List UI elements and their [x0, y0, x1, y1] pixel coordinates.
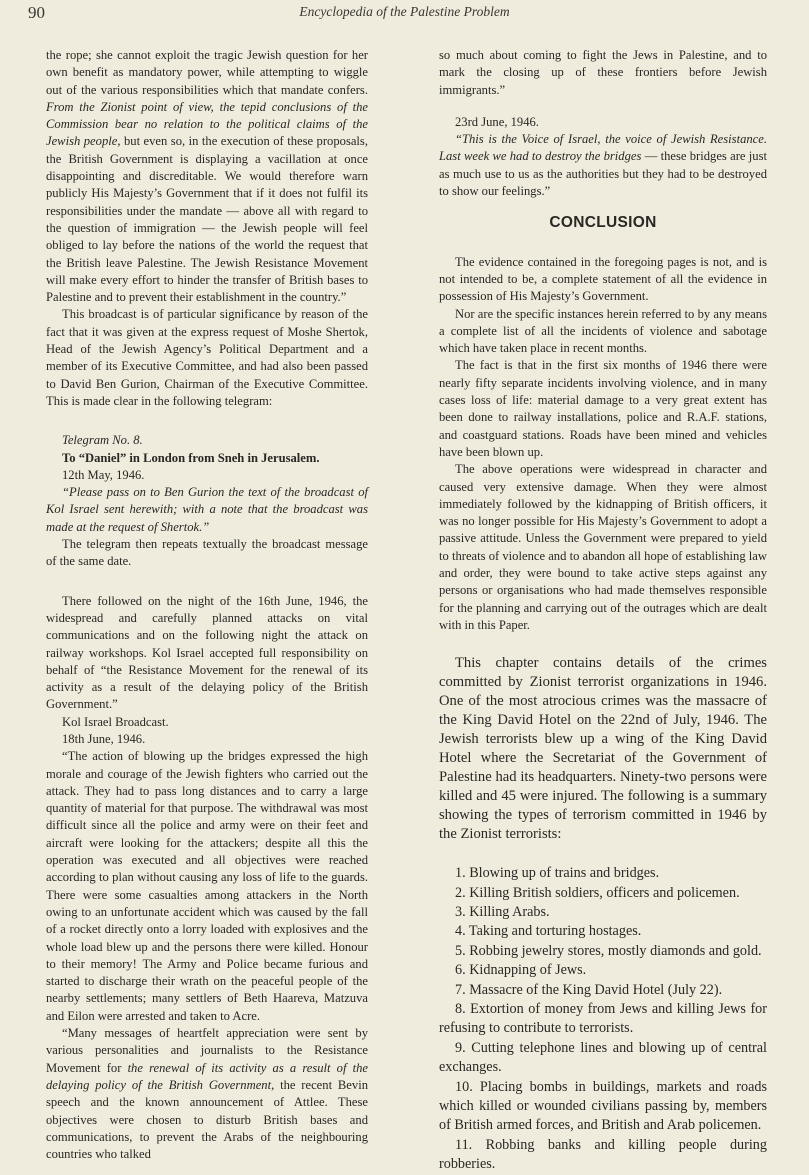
- page-number: 90: [28, 3, 45, 22]
- paragraph: The above operations were widespread in character and caused very extensive damage. When they were almost immediately followed by the kidnapping of British officers, it was no longer possible for His Majesty’s Government to adopt a passive attitude. Unless the Government were prepared to yield to threats of violence and to abandon all hope of establishing law and order, they were bound to take active steps against any persons or organisations who had made themselves responsible for the planning and carrying out of the outrages which are dealt with in this Paper.: [439, 462, 767, 632]
- paragraph: The telegram then repeats textually the broadcast message of the same date.: [46, 537, 368, 569]
- paragraph: the rope; she cannot exploit the tragic Jewish question for her own benefit as mandatory power, while attempting to wiggle out of the various responsibilities which that mandate confers. From the Zionist point of view, the tepid conclusions of the Commission bear no relation to the political claims of the Jewish people, but even so, in the execution of these proposals, the British Government is displaying a vacillation at once disappointing and discreditable. We would therefore warn publicly His Majesty’s Government that if it does not fulfil its responsibilities under the mandate — above all with regard to the question of immigration — the Jewish people will feel obliged to lay before the nations of the world the request that the British leave Palestine. The Jewish Resistance Movement will make every effort to hinder the transfer of British bases to Palestine and to prevent their establishment in the country.”: [46, 48, 368, 305]
- summary-block: [439, 654, 767, 844]
- quote-date: 23rd June, 1946.: [455, 114, 539, 129]
- broadcast-date: 18th June, 1946.: [62, 731, 146, 746]
- summary-paragraph: This chapter contains details of the crimes committed by Zionist terrorist organizations in 1946. One of the most atrocious crimes was the massacre of the King David Hotel on the 22nd of July, 1946. The Jewish terrorists blew up a wing of the King David Hotel where the Secretariat of the Government of Palestine had its headquarters. Ninety-two persons were killed and 45 were injured. The following is a summary showing the types of terrorism committed in 1946 by the Zionist terrorists:: [439, 655, 767, 843]
- terrorism-list: [439, 864, 767, 1175]
- quote-paragraph: “This is the Voice of Israel, the voice of Jewish Resistance. Last week we had to destroy the bridges — these bridges are just as much use to us as the authorities but they had to be destroyed to show our feelings.”: [439, 132, 767, 199]
- paragraph: The evidence contained in the foregoing pages is not, and is not intended to be, a complete statement of all the evidence in possession of His Majesty’s Government.: [439, 254, 767, 304]
- list-item: 11. Robbing banks and killing people during robberies.: [439, 1136, 767, 1173]
- list-item: 9. Cutting telephone lines and blowing up of central exchanges.: [439, 1039, 767, 1076]
- list-item: 6. Kidnapping of Jews.: [455, 962, 587, 979]
- list-item: 5. Robbing jewelry stores, mostly diamonds and gold.: [455, 942, 762, 959]
- list-item: 7. Massacre of the King David Hotel (July 22).: [455, 981, 723, 998]
- telegram-date: 12th May, 1946.: [62, 467, 145, 482]
- paragraph: There followed on the night of the 16th June, 1946, the widespread and carefully planned attacks on vital communications and on the following night the attack on railway workshops. Kol Israel accepted full responsibility on behalf of “the Resistance Movement for the renewal of its activity as a result of the delaying policy of the British Government.”: [46, 593, 368, 712]
- paragraph: “The action of blowing up the bridges expressed the high morale and courage of the Jewish fighters who carried out the attack. They had to pass long distances and to carry a large quantity of material for that purpose. The withdrawal was most difficult since all the police and army were on their feet and aircraft were looking for the attackers; despite all this the operation was executed and all objectives were reached according to plan without causing any loss of life to the guards. There were some casualties among attackers in the North owing to an unfortunate accident which was caused by the fall of a rocket directly onto a lorry loaded with explosives and the whole load blew up and the persons there were killed. Honour to their memory! The Army and Police became furious and started to discharge their wrath on the peaceful people of the nearby settlements; many settlers of Beth Haareva, Matzuva and Eilon were arrested and taken to Acre.: [46, 749, 368, 1023]
- broadcast-label: Kol Israel Broadcast.: [62, 714, 169, 729]
- telegram-label: Telegram No. 8.: [62, 433, 143, 448]
- list-item: 4. Taking and torturing hostages.: [455, 923, 642, 940]
- right-column: [439, 47, 767, 1175]
- list-item: 10. Placing bombs in buildings, markets and roads which killed or wounded civilians passing by, members of British armed forces, and British and Arab policemen.: [439, 1078, 767, 1134]
- paragraph: The fact is that in the first six months of 1946 there were nearly fifty separate incidents involving violence, and in many cases loss of life: material damage to a very great extent has been done to railway installations, police and R.A.F. stations, and coastguard stations. Roads have been mined and vehicles have been blown up.: [439, 358, 767, 459]
- list-item: 3. Killing Arabs.: [455, 904, 550, 921]
- telegram-text: “Please pass on to Ben Gurion the text of the broadcast of Kol Israel sent herewith; with a note that the broadcast was made at the request of Shertok.”: [46, 485, 368, 534]
- list-item: 1. Blowing up of trains and bridges.: [455, 865, 660, 882]
- paragraph: “Many messages of heartfelt appreciation were sent by various personalities and journalists to the Resistance Movement for the renewal of its activity as a result of the delaying policy of the British Government, the recent Bevin speech and the known announcement of Attlee. These objectives were chosen to disturb British bases and communications, to prevent the Arabs of the neighbouring countries who talked: [46, 1026, 369, 1162]
- paragraph: Nor are the specific instances herein referred to by any means a complete list of all the incidents of violence and sabotage which have taken place in recent months.: [439, 306, 767, 356]
- paragraph: This broadcast is of particular significance by reason of the fact that it was given at the express request of Moshe Shertok, Head of the Jewish Agency’s Political Department and a member of its Executive Committee, and had also been passed to David Ben Gurion, Chairman of the Executive Committee. This is made clear in the following telegram:: [46, 307, 368, 408]
- telegram-heading: To “Daniel” in London from Sneh in Jerusalem.: [62, 450, 320, 465]
- list-item: 2. Killing British soldiers, officers and policemen.: [455, 884, 740, 901]
- section-title: CONCLUSION: [549, 214, 657, 232]
- page-header: [0, 0, 809, 30]
- list-item: 8. Extortion of money from Jews and killing Jews for refusing to contribute to terrorists.: [439, 1001, 767, 1037]
- left-column: [46, 47, 368, 1163]
- running-title: Encyclopedia of the Palestine Problem: [299, 4, 510, 19]
- paragraph: so much about coming to fight the Jews in Palestine, and to mark the closing up of these frontiers before Jewish immigrants.”: [439, 48, 767, 97]
